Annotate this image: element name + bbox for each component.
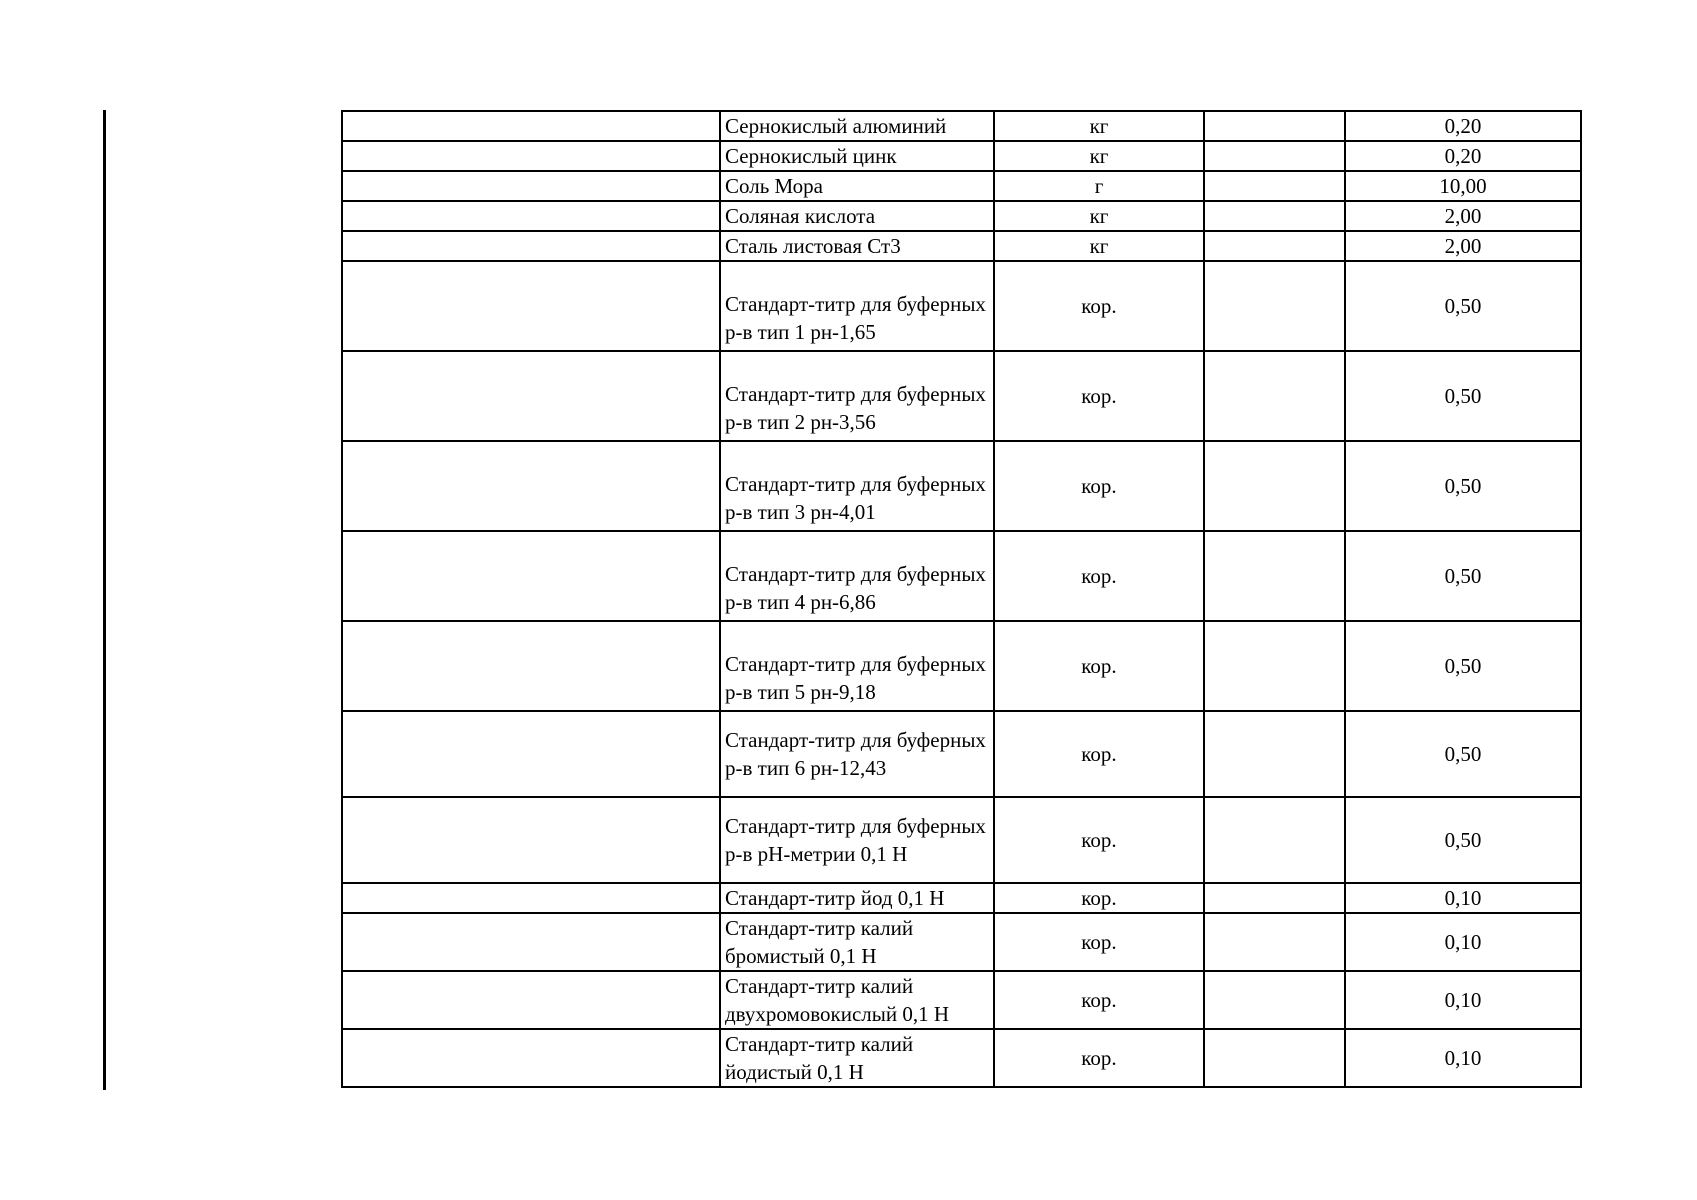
quantity-cell: 0,10 [1345,913,1581,971]
quantity-cell: 0,50 [1345,711,1581,797]
empty-cell [1204,531,1345,621]
table-row [342,711,1581,797]
quantity-cell: 0,10 [1345,883,1581,913]
quantity-cell: 0,50 [1345,351,1581,441]
material-name-cell: Стандарт-титр йод 0,1 Н [720,883,994,913]
material-name-cell: Стандарт-титр для буферных р-в тип 5 рн-9,18 [720,621,994,711]
quantity-cell: 0,20 [1345,111,1581,141]
table-row [342,201,1581,231]
material-name-cell: Стандарт-титр калий бромистый 0,1 Н [720,913,994,971]
quantity-cell: 0,10 [1345,971,1581,1029]
empty-cell [1204,261,1345,351]
material-name-cell: Стандарт-титр для буферных р-в тип 4 рн-6,86 [720,531,994,621]
empty-cell [342,531,720,621]
empty-cell [1204,351,1345,441]
quantity-cell: 0,50 [1345,441,1581,531]
empty-cell [1204,913,1345,971]
empty-cell [342,231,720,261]
empty-cell [342,1029,720,1087]
material-name-cell: Стандарт-титр калий двухромовокислый 0,1 Н [720,971,994,1029]
material-name-cell: Соль Мора [720,171,994,201]
quantity-cell: 0,10 [1345,1029,1581,1087]
table-row [342,171,1581,201]
quantity-cell: 2,00 [1345,201,1581,231]
quantity-cell: 0,50 [1345,797,1581,883]
empty-cell [342,797,720,883]
table-row [342,883,1581,913]
table-row [342,913,1581,971]
material-name-cell: Стандарт-титр калий йодистый 0,1 Н [720,1029,994,1087]
empty-cell [1204,971,1345,1029]
empty-cell [342,621,720,711]
unit-cell: кор. [994,913,1204,971]
empty-cell [1204,231,1345,261]
empty-cell [342,351,720,441]
unit-cell: кор. [994,621,1204,711]
unit-cell: кор. [994,441,1204,531]
empty-cell [1204,621,1345,711]
table-row [342,971,1581,1029]
unit-cell: кор. [994,797,1204,883]
unit-cell: кор. [994,883,1204,913]
table-row [342,261,1581,351]
materials-table-body [342,111,1581,1087]
quantity-cell: 0,50 [1345,261,1581,351]
quantity-cell: 0,50 [1345,531,1581,621]
material-name-cell: Стандарт-титр для буферных р-в тип 6 рн-12,43 [720,711,994,797]
empty-cell [1204,1029,1345,1087]
unit-cell: кор. [994,711,1204,797]
empty-cell [342,441,720,531]
empty-cell [1204,711,1345,797]
table-row [342,621,1581,711]
unit-cell: кг [994,111,1204,141]
table-row [342,351,1581,441]
empty-cell [1204,111,1345,141]
quantity-cell: 0,20 [1345,141,1581,171]
empty-cell [342,883,720,913]
empty-cell [1204,797,1345,883]
quantity-cell: 2,00 [1345,231,1581,261]
table-row [342,141,1581,171]
empty-cell [1204,883,1345,913]
empty-cell [342,913,720,971]
unit-cell: кг [994,231,1204,261]
unit-cell: кор. [994,261,1204,351]
table-row [342,441,1581,531]
material-name-cell: Стандарт-титр для буферных р-в тип 2 рн-3,56 [720,351,994,441]
left-margin-rule [103,110,106,1090]
table-row [342,111,1581,141]
empty-cell [342,971,720,1029]
material-name-cell: Сернокислый алюминий [720,111,994,141]
quantity-cell: 0,50 [1345,621,1581,711]
empty-cell [342,171,720,201]
unit-cell: кор. [994,531,1204,621]
material-name-cell: Стандарт-титр для буферных р-в тип 3 рн-4,01 [720,441,994,531]
quantity-cell: 10,00 [1345,171,1581,201]
unit-cell: кор. [994,971,1204,1029]
empty-cell [342,141,720,171]
unit-cell: кор. [994,1029,1204,1087]
empty-cell [342,111,720,141]
table-row [342,231,1581,261]
empty-cell [1204,201,1345,231]
material-name-cell: Стандарт-титр для буферных р-в pH-метрии 0,1 Н [720,797,994,883]
material-name-cell: Сталь листовая Ст3 [720,231,994,261]
table-row [342,1029,1581,1087]
empty-cell [1204,141,1345,171]
empty-cell [342,201,720,231]
empty-cell [342,261,720,351]
material-name-cell: Сернокислый цинк [720,141,994,171]
unit-cell: кг [994,141,1204,171]
table-row [342,797,1581,883]
unit-cell: кор. [994,351,1204,441]
unit-cell: кг [994,201,1204,231]
empty-cell [342,711,720,797]
materials-table [341,110,1582,1088]
material-name-cell: Соляная кислота [720,201,994,231]
empty-cell [1204,171,1345,201]
material-name-cell: Стандарт-титр для буферных р-в тип 1 рн-1,65 [720,261,994,351]
empty-cell [1204,441,1345,531]
table-row [342,531,1581,621]
unit-cell: г [994,171,1204,201]
